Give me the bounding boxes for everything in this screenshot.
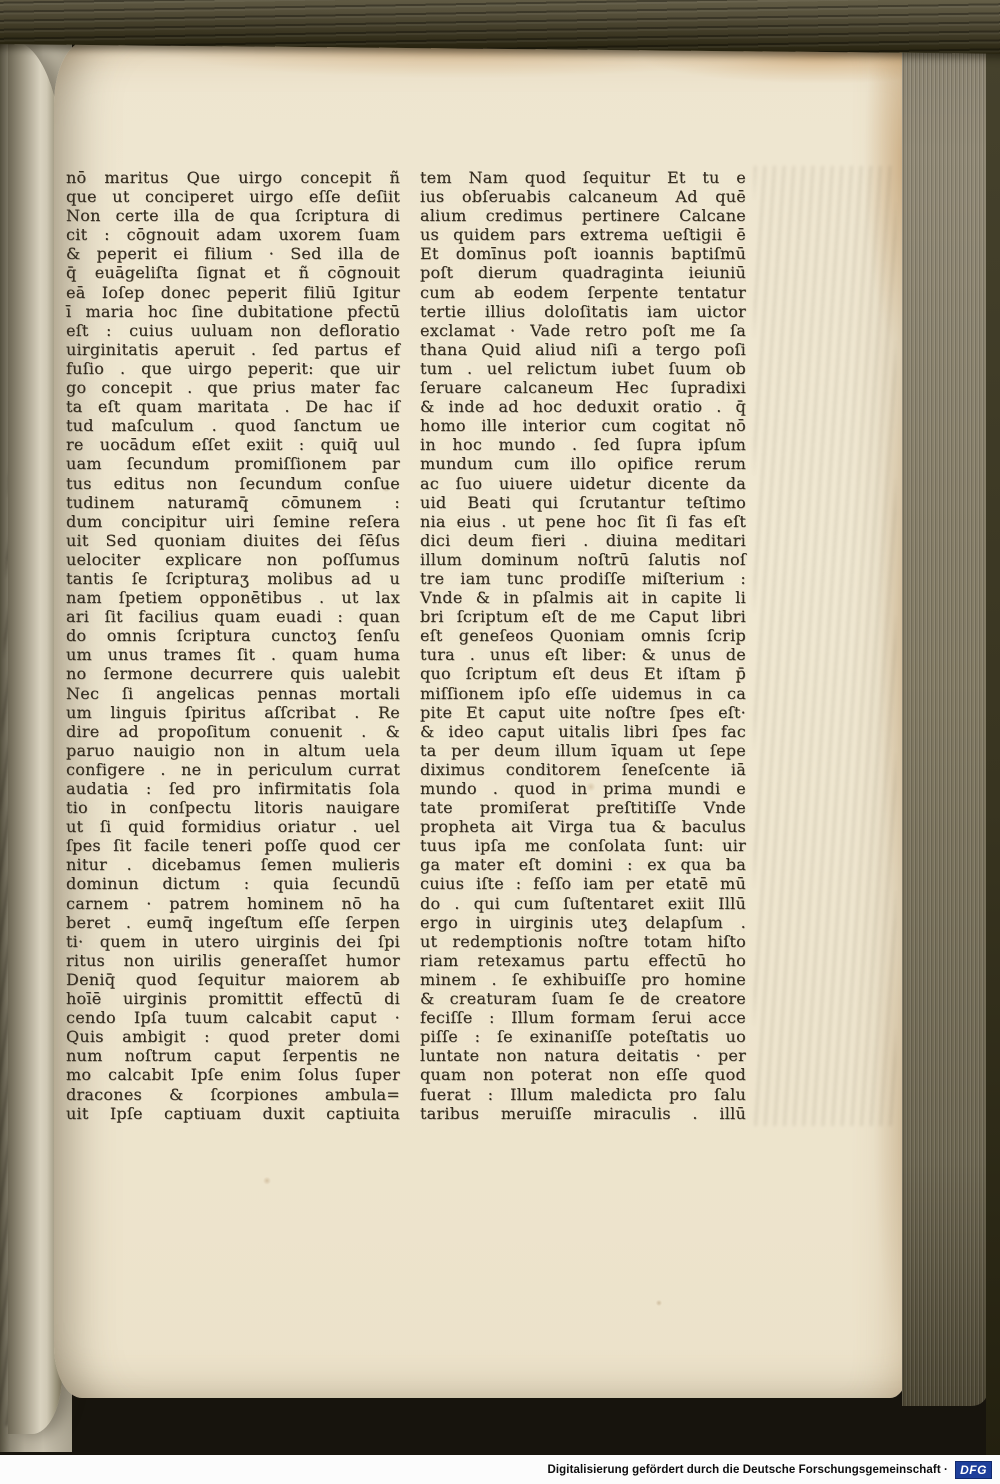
text-line: tus editus non ſecundum conſue bbox=[66, 473, 400, 493]
text-line: alium credimus pertinere Calcane bbox=[420, 206, 746, 226]
text-line: tertie illius doloſitatis iam uictor bbox=[420, 301, 746, 321]
text-line: feciſſe : Illum formam ſerui acce bbox=[420, 1008, 746, 1028]
text-line: ta eſt quam maritata . De hac iſ bbox=[66, 397, 400, 417]
text-line: beret . eumq̄ ingeſtum eſſe ſerpen bbox=[66, 912, 400, 932]
text-line: q̄ euāgeliſta ſignat et ñ cōgnouit bbox=[66, 263, 400, 283]
text-line: Quis ambigit : quod preter domi bbox=[66, 1027, 400, 1047]
text-line: carnem · patrem hominem nō ha bbox=[66, 893, 400, 913]
text-line: cit : cōgnouit adam uxorem ſuam bbox=[66, 225, 400, 245]
text-line: uelociter explicare non poſſumus bbox=[66, 549, 400, 569]
text-line: mundo . quod in prima mundi e bbox=[420, 779, 746, 798]
text-line: uit Ipſe captiuam duxit captiuita bbox=[66, 1103, 400, 1123]
text-line: minem . ſe exhibuiſſe pro homine bbox=[420, 969, 746, 989]
text-line: eā Ioſep donec peperit filiū Igitur bbox=[66, 282, 400, 302]
text-line: ergo in uirginis uteʒ delapſum . bbox=[420, 912, 746, 932]
text-line: audatia : ſed pro infirmitatis ſola bbox=[66, 779, 400, 798]
text-line: paruo nauigio non in altum uela bbox=[66, 740, 400, 760]
text-line: fuerat : Illum maledicta pro ſalu bbox=[420, 1084, 746, 1104]
text-line: Nec ſi angelicas pennas mortali bbox=[66, 683, 400, 703]
book-cover-right-edge bbox=[986, 0, 1000, 1456]
text-line: miſſionem ipſo eſſe uidemus in ca bbox=[420, 683, 746, 703]
text-line: riam retexamus partu effectū ho bbox=[420, 950, 746, 970]
text-line: eſt : cuius uuluam non defloratio bbox=[66, 320, 400, 340]
text-line: piſſe : ſe exinaniſſe poteſtatis uo bbox=[420, 1027, 746, 1047]
text-line: pite Et caput uite noſtre ſpes eſt· bbox=[420, 702, 746, 722]
text-line: luntate non natura deitatis · per bbox=[420, 1046, 746, 1066]
text-line: cuius iſte : feſſo iam per etatē mū bbox=[420, 874, 746, 894]
text-line: eſt geneſeos Quoniam omnis ſcrip bbox=[420, 626, 746, 646]
text-line: tem Nam quod ſequitur Et tu e bbox=[420, 168, 746, 187]
footer-bar bbox=[0, 1455, 1000, 1484]
text-line: cendo Ipſa tuum calcabit caput · bbox=[66, 1008, 400, 1028]
text-line: ga mater eſt domini : ex qua ba bbox=[420, 855, 746, 875]
verso-bleed-through bbox=[754, 166, 896, 1126]
text-line: tura . unus eſt liber: & unus de bbox=[420, 645, 746, 665]
text-line: bri ſcriptum eſt de me Caput libri bbox=[420, 607, 746, 627]
text-line: go concepit . que prius mater fac bbox=[66, 378, 400, 398]
text-line: tate promiſerat preſtitiſſe Vnde bbox=[420, 798, 746, 818]
text-line: propheta ait Virga tua & baculus bbox=[420, 817, 746, 837]
text-line: nō maritus Que uirgo concepit ñ bbox=[66, 168, 400, 187]
text-line: & inde ad hoc deduxit oratio . q̄ bbox=[420, 397, 746, 417]
text-line: dici deum fieri . diuina meditari bbox=[420, 530, 746, 550]
text-line: ritus non uirilis generaſſet humor bbox=[66, 950, 400, 970]
text-line: ut redemptionis noſtre totam hiſto bbox=[420, 931, 746, 951]
text-line: um linguis ſpiritus aſſcribat . Re bbox=[66, 702, 400, 722]
text-line: num noſtrum caput ſerpentis ne bbox=[66, 1046, 400, 1066]
text-line: ac ſuo uiuere uidetur dicente da bbox=[420, 473, 746, 493]
text-line: mo calcabit Ipſe enim ſolus ſuper bbox=[66, 1065, 400, 1085]
text-line: Deniq̄ quod ſequitur maiorem ab bbox=[66, 969, 400, 989]
text-line: poſt dierum quadraginta ieiuniū bbox=[420, 263, 746, 283]
text-line: configere . ne in periculum currat bbox=[66, 759, 400, 779]
text-line: ti· quem in utero uirginis dei ſpi bbox=[66, 931, 400, 951]
text-line: dracones & ſcorpiones ambula= bbox=[66, 1084, 400, 1104]
text-line: uid Beati qui ſcrutantur teſtimo bbox=[420, 492, 746, 512]
text-line: uirginitatis aperuit . ſed partus ef bbox=[66, 339, 400, 359]
manuscript-page bbox=[54, 40, 906, 1398]
text-line: Non certe illa de qua ſcriptura di bbox=[66, 206, 400, 226]
text-line: ari ſit facilius quam euadi : quan bbox=[66, 607, 400, 627]
text-line: tantis ſe ſcripturaʒ molibus ad u bbox=[66, 568, 400, 588]
digitization-credit: Digitalisierung gefördert durch die Deutsche Forschungsgemeinschaft · bbox=[547, 1463, 948, 1476]
text-line: tio in conſpectu litoris nauigare bbox=[66, 798, 400, 818]
text-line: um unus trames ſit . quam huma bbox=[66, 645, 400, 665]
text-line: re uocādum eſſet exiit : quiq̄ uul bbox=[66, 435, 400, 455]
text-line: illum dominum noſtrū ſalutis noſ bbox=[420, 549, 746, 569]
text-line: do . qui cum ſuſtentaret exiit Illū bbox=[420, 893, 746, 913]
text-line: quam non poterat non eſſe quod bbox=[420, 1065, 746, 1085]
text-line: tre iam tunc prodiſſe miſterium : bbox=[420, 568, 746, 588]
text-line: ut ſi quid formidius oriatur . uel bbox=[66, 817, 400, 837]
page-fore-edge-stack bbox=[902, 14, 988, 1406]
text-line: thana Quid aliud niſi a tergo poſi bbox=[420, 339, 746, 359]
text-line: tud maſculum . quod ſanctum ue bbox=[66, 416, 400, 436]
text-column-right bbox=[420, 168, 746, 1123]
text-line: cum ab eodem ſerpente tentatur bbox=[420, 282, 746, 302]
text-line: nitur . dicebamus ſemen mulieris bbox=[66, 855, 400, 875]
text-line: mundum cum illo opifice rerum bbox=[420, 454, 746, 474]
text-line: dum concipitur uiri ſemine reſera bbox=[66, 511, 400, 531]
text-line: Vnde & in pſalmis ait in capite li bbox=[420, 588, 746, 608]
text-line: uam ſecundum promiſſionem par bbox=[66, 454, 400, 474]
text-line: in hoc mundo . ſed ſupra ipſum bbox=[420, 435, 746, 455]
text-line: taribus meruiſſe miraculis . illū bbox=[420, 1103, 746, 1123]
text-line: ſeruare calcaneum Hec ſupradixi bbox=[420, 378, 746, 398]
text-line: quo ſcriptum eſt deus Et iſtam p̄ bbox=[420, 664, 746, 684]
text-line: homo ille interior cum cogitat nō bbox=[420, 416, 746, 436]
text-line: & peperit ei filium · Sed illa de bbox=[66, 244, 400, 264]
text-line: nam ſpetiem opponētibus . ut lax bbox=[66, 588, 400, 608]
text-line: ī maria hoc ſine dubitatione pfectū bbox=[66, 301, 400, 321]
text-line: nia eius . ut pene hoc ſit ſi fas eſt bbox=[420, 511, 746, 531]
text-line: tudinem naturamq̄ cōmunem : bbox=[66, 492, 400, 512]
text-line: & creaturam ſuam ſe de creatore bbox=[420, 989, 746, 1009]
text-line: no ſermone decurrere quis ualebit bbox=[66, 664, 400, 684]
text-line: hoīē uirginis promittit effectū di bbox=[66, 989, 400, 1009]
text-line: ſpes ſit facile teneri poſſe quod cer bbox=[66, 836, 400, 856]
text-line: do omnis ſcriptura cunctoʒ ſenſu bbox=[66, 626, 400, 646]
text-line: & ideo caput uitalis libri ſpes fac bbox=[420, 721, 746, 741]
text-line: us quidem pars extrema ueſtigii ē bbox=[420, 225, 746, 245]
text-line: que ut conciperet uirgo eſſe deſiit bbox=[66, 187, 400, 207]
text-line: dominun dictum : quia ſecundū bbox=[66, 874, 400, 894]
text-column-left bbox=[66, 168, 400, 1123]
text-line: diximus conditorem ſeneſcente iā bbox=[420, 759, 746, 779]
text-line: ius obſeruabis calcaneum Ad quē bbox=[420, 187, 746, 207]
text-line: tuus ipſa me conſolata ſunt: uir bbox=[420, 836, 746, 856]
text-line: tum . uel relictum iubet ſuum ob bbox=[420, 358, 746, 378]
text-line: fuſio . que uirgo peperit: que uir bbox=[66, 358, 400, 378]
text-line: uit Sed quoniam diuites dei ſēſus bbox=[66, 530, 400, 550]
text-line: ta per deum illum īquam ut ſepe bbox=[420, 740, 746, 760]
text-line: Et domīnus poſt ioannis baptiſmū bbox=[420, 244, 746, 264]
dfg-logo: DFG bbox=[955, 1461, 992, 1479]
text-line: dire ad propoſitum conuenit . & bbox=[66, 721, 400, 741]
text-line: exclamat · Vade retro poſt me ſa bbox=[420, 320, 746, 340]
